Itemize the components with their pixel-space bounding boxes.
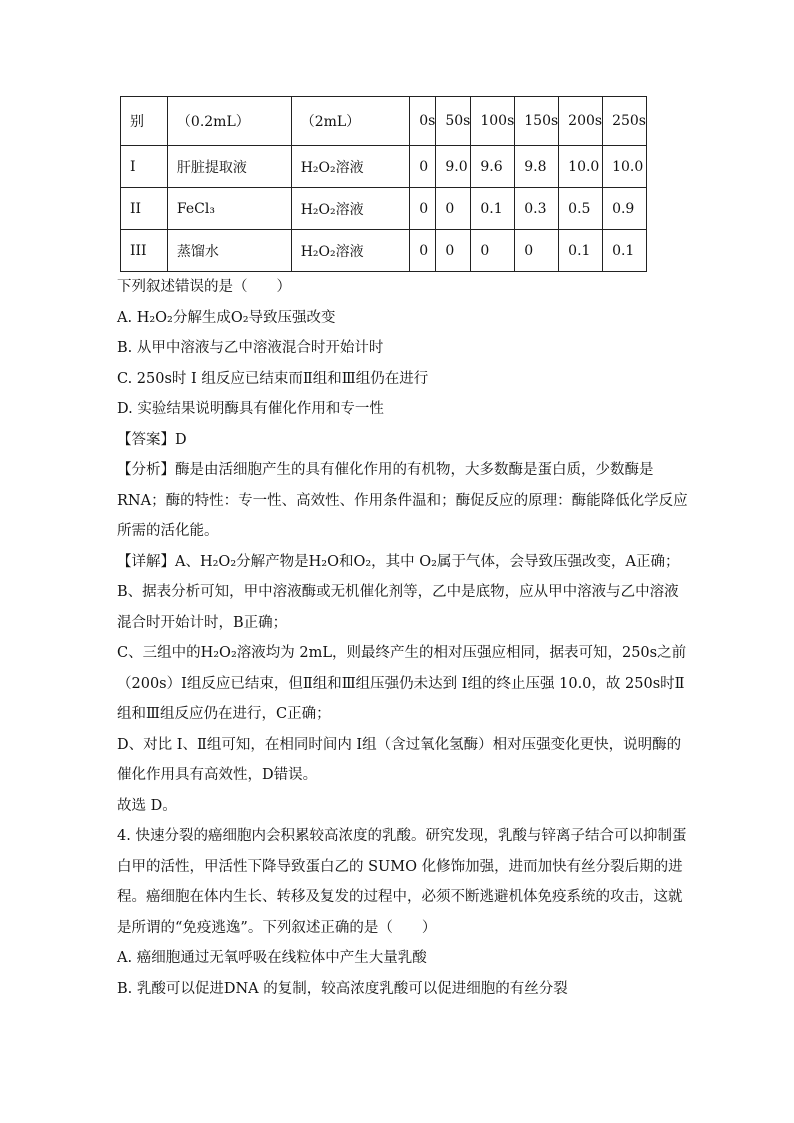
table-cell: III xyxy=(121,230,168,272)
table-cell: 9.8 xyxy=(515,146,559,188)
question-4-body xyxy=(117,821,687,1004)
table-cell: 0 xyxy=(436,188,471,230)
analysis-line: 【分析】酶是由活细胞产生的具有催化作用的有机物，大多数酶是蛋白质，少数酶是 xyxy=(117,462,654,478)
table-cell: H₂O₂溶液 xyxy=(291,230,410,272)
table-cell: 0 xyxy=(471,230,515,272)
answer: 【答案】D xyxy=(117,431,187,448)
option-b: B. 从甲中溶液与乙中溶液混合时开始计时 xyxy=(117,340,384,356)
question-stem: 下列叙述错误的是（ ） xyxy=(117,279,291,295)
table-cell: 10.0 xyxy=(603,146,647,188)
table-header-cell: （2mL） xyxy=(291,97,410,146)
detail-line: C、三组中的H₂O₂溶液均为 2mL，则最终产生的相对压强应相同，据表可知，250s之前 xyxy=(117,645,687,661)
analysis-line: RNA；酶的特性：专一性、高效性、作用条件温和；酶促反应的原理：酶能降低化学反应 xyxy=(117,492,688,509)
detail-line: 组和Ⅲ组反应仍在进行，C正确； xyxy=(117,706,331,722)
table-cell: 0 xyxy=(410,230,436,272)
table-cell: 蒸馏水 xyxy=(167,230,291,272)
question-stem-line: 白甲的活性，甲活性下降导致蛋白乙的 SUMO 化修饰加强，进而加快有丝分裂后期的进 xyxy=(117,858,683,875)
table-header-cell: 0s xyxy=(410,97,436,146)
table-header-cell: （0.2mL） xyxy=(167,97,291,146)
table-cell: H₂O₂溶液 xyxy=(291,188,410,230)
option-a: A. 癌细胞通过无氧呼吸在线粒体中产生大量乳酸 xyxy=(117,950,427,966)
table-cell: 9.0 xyxy=(436,146,471,188)
table-cell: 肝脏提取液 xyxy=(167,146,291,188)
table-header-cell: 别 xyxy=(121,97,168,146)
table-header-row xyxy=(121,97,647,146)
question-stem-line: 是所谓的“免疫逃逸”。下列叙述正确的是（ ） xyxy=(117,919,437,936)
detail-line: 【详解】A、H₂O₂分解产物是H₂O和O₂，其中 O₂属于气体，会导致压强改变，A正确； xyxy=(117,553,680,570)
option-c: C. 250s时 I 组反应已结束而Ⅱ组和Ⅲ组仍在进行 xyxy=(117,370,429,387)
table-cell: 0.3 xyxy=(515,188,559,230)
question-stem-line: 程。癌细胞在体内生长、转移及复发的过程中，必须不断逃避机体免疫系统的攻击，这就 xyxy=(117,889,683,905)
detail-line: 混合时开始计时，B正确； xyxy=(117,614,288,631)
detail-line: （200s）I组反应已结束，但Ⅱ组和Ⅲ组压强仍未达到 I组的终止压强 10.0，故 250s时Ⅱ xyxy=(117,675,685,692)
table-header-cell: 50s xyxy=(436,97,471,146)
question-stem-line: 4. 快速分裂的癌细胞内会积累较高浓度的乳酸。研究发现，乳酸与锌离子结合可以抑制蛋 xyxy=(117,828,687,844)
option-d: D. 实验结果说明酶具有催化作用和专一性 xyxy=(117,401,384,417)
table-header-cell: 150s xyxy=(515,97,559,146)
table-cell: 0 xyxy=(410,146,436,188)
detail-line: D、对比 I、Ⅱ组可知，在相同时间内 I组（含过氧化氢酶）相对压强变化更快，说明酶的 xyxy=(117,736,682,753)
detail-line: 故选 D。 xyxy=(117,797,177,814)
table-cell: 9.6 xyxy=(471,146,515,188)
table-cell: 0 xyxy=(410,188,436,230)
table-cell: 0.1 xyxy=(559,230,603,272)
table-header-cell: 250s xyxy=(603,97,647,146)
table-cell: I xyxy=(121,146,168,188)
table-cell: 0.1 xyxy=(471,188,515,230)
table-header-cell: 100s xyxy=(471,97,515,146)
table-cell: 10.0 xyxy=(559,146,603,188)
table-row xyxy=(121,230,647,272)
table-cell: 0.9 xyxy=(603,188,647,230)
analysis-line: 所需的活化能。 xyxy=(117,523,219,539)
table-cell: 0 xyxy=(515,230,559,272)
table-cell: 0.1 xyxy=(603,230,647,272)
detail-line: 催化作用具有高效性，D错误。 xyxy=(117,767,318,783)
question-3-body xyxy=(117,272,688,821)
option-a: A. H₂O₂分解生成O₂导致压强改变 xyxy=(117,309,336,326)
table-cell: II xyxy=(121,188,168,230)
detail-line: B、据表分析可知，甲中溶液酶或无机催化剂等，乙中是底物，应从甲中溶液与乙中溶液 xyxy=(117,584,679,600)
pressure-data-table xyxy=(120,96,647,272)
table-header-cell: 200s xyxy=(559,97,603,146)
table-row xyxy=(121,188,647,230)
table-row xyxy=(121,146,647,188)
option-b: B. 乳酸可以促进DNA 的复制，较高浓度乳酸可以促进细胞的有丝分裂 xyxy=(117,980,568,997)
table-cell: H₂O₂溶液 xyxy=(291,146,410,188)
table-cell: 0 xyxy=(436,230,471,272)
table-cell: 0.5 xyxy=(559,188,603,230)
table-cell: FeCl₃ xyxy=(167,188,291,230)
